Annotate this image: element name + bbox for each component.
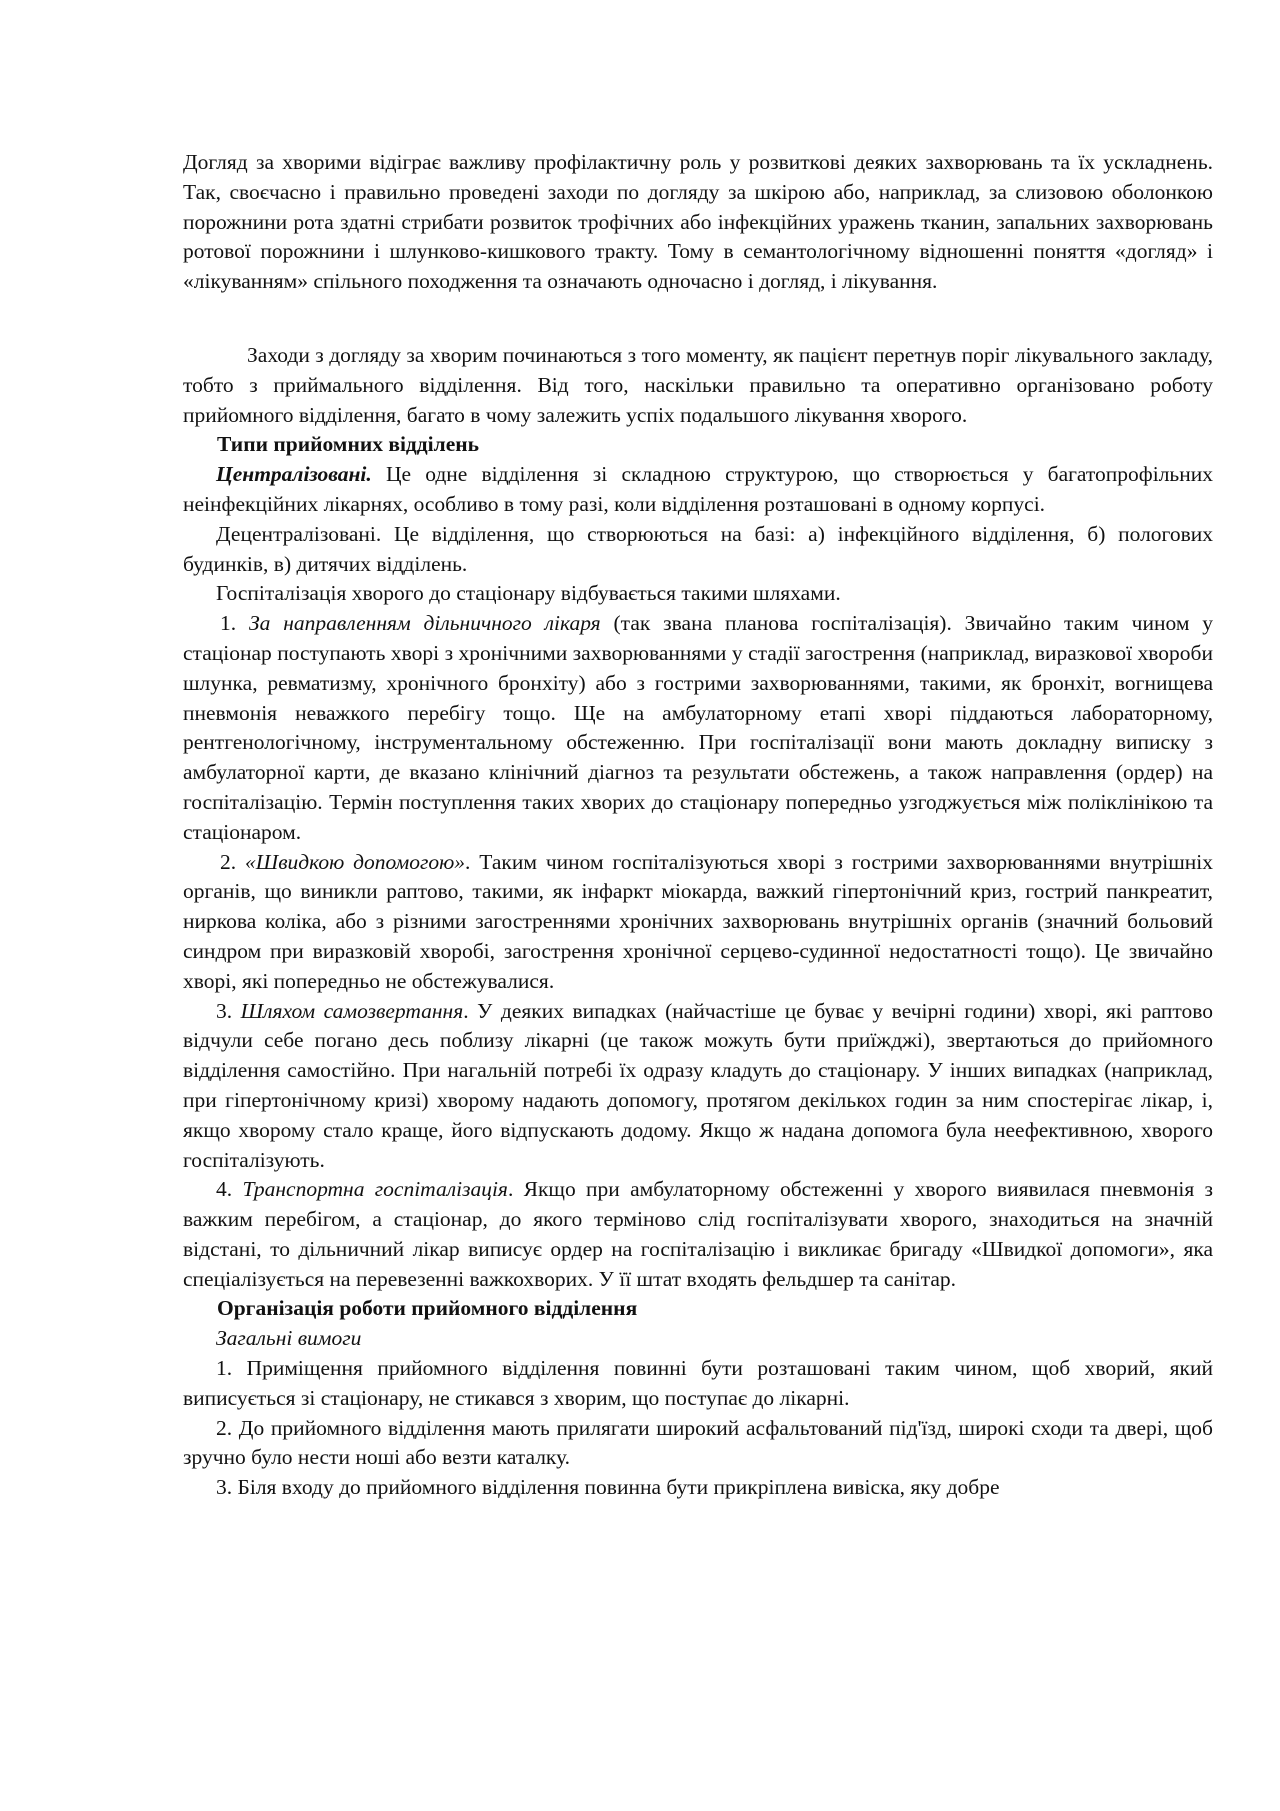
list-item-3 [183, 997, 1213, 1176]
centralized-text: Це одне відділення зі складною структурою, що створюється у багатопрофільних неінфекційних лікарнях, особливо в тому разі, коли відділення розташовані в одному корпусі. [183, 462, 1213, 516]
list-item-1-text: (так звана планова госпіталізація). Звичайно таким чином у стаціонар поступають хворі з хронічними захворюваннями у стадії загострення (наприклад, виразкової хвороби шлунка, ревматизму, хронічного бронхіту) або з гострими захворюваннями, такими, як бронхіт, вогнищева пневмонія неважкого перебігу тощо. Ще на амбулаторному етапі хворі піддаються лабораторному, рентгенологічному, інструментальному обстеженню. При госпіталізації вони мають докладну виписку з амбулаторної карти, де вказано клінічний діагноз та результати обстежень, а також направлення (ордер) на госпіталізацію. Термін поступлення таких хворих до стаціонару попередньо узгоджується між поліклінікою та стаціонаром. [183, 611, 1214, 844]
heading-reception-types: Типи прийомних відділень [217, 432, 480, 457]
list-item-2-number: 2. [220, 849, 246, 874]
list-item-1-term: За направленням дільничного лікаря [248, 611, 601, 636]
reception-paragraph: Заходи з догляду за хворим починаються з того моменту, як пацієнт перетнув поріг лікувального закладу, тобто з приймального відділення. Від того, наскільки правильно та оперативно організовано роботу прийомного відділення, багато в чому залежить успіх подальшого лікування хворого. [183, 342, 1213, 427]
paragraph-gap [183, 297, 1213, 341]
list-item-2-text: . Таким чином госпіталізуються хворі з гострими захворюваннями внутрішніх органів, що виникли раптово, такими, як інфаркт міокарда, важкий гіпертонічний криз, гострий панкреатит, ниркова коліка, або з різними загостреннями хронічних захворювань внутрішніх органів (значний больовий синдром при виразковій хворобі, загострення хронічної серцево-судинної недостатності тощо). Це звичайно хворі, які попередньо не обстежувалися. [183, 849, 1214, 993]
list-item-3-number: 3. [216, 998, 241, 1023]
centralized-term: Централізовані. [216, 462, 372, 487]
list-item-3-text: . У деяких випадках (найчастіше це буває у вечірні години) хворі, які раптово відчули себе погано десь поблизу лікарні (це також можуть бути приїжджі), звертаються до прийомного відділення самостійно. При нагальній потребі їх одразу кладуть до стаціонару. У інших випадках (наприклад, при гіпертонічному кризі) хворому надають допомогу, протягом декількох годин за ним спостерігає лікар, і, якщо хворому стало краще, його відпускають додому. Якщо ж надана допомога була неефективною, хворого госпіталізують. [183, 998, 1213, 1172]
document-page [183, 148, 1213, 1503]
list-item-4-term: Транспортна госпіталізація [242, 1177, 508, 1202]
heading-organization: Організація роботи прийомного відділення [217, 1296, 638, 1321]
list-item-4-text: . Якщо при амбулаторному обстеженні у хворого виявилася пневмонія з важким перебігом, а стаціонар, до якого терміново слід госпіталізувати хворого, знаходиться на значній відстані, то дільничний лікар виписує ордер на госпіталізацію і викликає бригаду «Швидкої допомоги», яка спеціалізується на перевезенні важкохворих. У її штат входять фельдшер та санітар. [183, 1177, 1214, 1291]
subheading-general-requirements: Загальні вимоги [216, 1326, 362, 1351]
list-item-1-number: 1. [220, 611, 249, 636]
list-item-4-number: 4. [216, 1177, 243, 1202]
centralized-paragraph [183, 460, 1213, 520]
list-item-2-term: «Швидкою допомогою» [245, 849, 466, 874]
hospitalization-intro: Госпіталізація хворого до стаціонару відбувається такими шляхами. [216, 581, 841, 606]
decentralized-paragraph: Децентралізовані. Це відділення, що створюються на базі: а) інфекційного відділення, б) пологових будинків, в) дитячих відділень. [183, 521, 1213, 576]
requirement-2: 2. До прийомного відділення мають прилягати широкий асфальтований під'їзд, широкі сходи та двері, щоб зручно було нести ноші або везти каталку. [183, 1415, 1213, 1470]
list-item-4 [183, 1175, 1213, 1294]
requirement-3: 3. Біля входу до прийомного відділення повинна бути прикріплена вивіска, яку добре [216, 1475, 1000, 1500]
list-item-2 [183, 848, 1213, 997]
requirement-1: 1. Приміщення прийомного відділення повинні бути розташовані таким чином, щоб хворий, який виписується зі стаціонару, не стикався з хворим, що поступає до лікарні. [183, 1356, 1213, 1410]
intro-paragraph: Догляд за хворими відіграє важливу профілактичну роль у розвиткові деяких захворювань та їх ускладнень. Так, своєчасно і правильно проведені заходи по догляду за шкірою або, наприклад, за слизовою оболонкою порожнини рота здатні стрибати розвиток трофічних або інфекційних уражень тканин, запальних захворювань ротової порожнини і шлунково-кишкового тракту. Тому в семантологічному відношенні поняття «догляд» і «лікуванням» спільного походження та означають одночасно і догляд, і лікування. [183, 150, 1213, 294]
list-item-1 [183, 609, 1213, 847]
list-item-3-term: Шляхом самозвертання [240, 998, 464, 1023]
